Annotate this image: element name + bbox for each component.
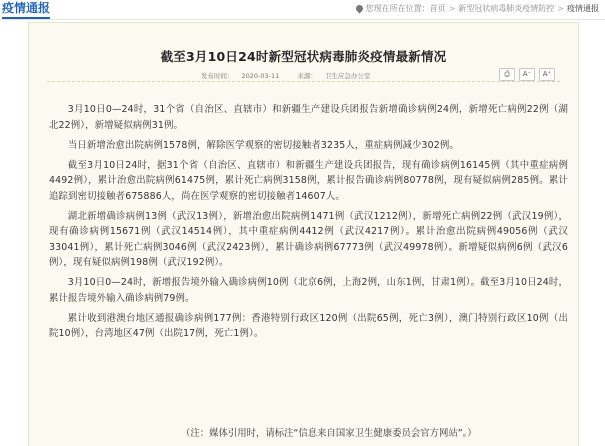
article-title: 截至3月10日24时新型冠状病毒肺炎疫情最新情况: [160, 49, 447, 64]
breadcrumb-home[interactable]: 首页: [429, 4, 446, 13]
paragraph: 累计收到港澳台地区通报确诊病例177例：香港特别行政区120例（出院65例，死亡3例），澳门特别行政区10例（出院10例），台湾地区47例（出院17例，死亡1例）。: [49, 312, 568, 339]
article-body: [49, 102, 568, 346]
breadcrumb-current[interactable]: 疫情通报: [567, 4, 599, 13]
location-pin-icon: [354, 4, 364, 14]
breadcrumb-prefix: 您现在所在位置：: [365, 4, 430, 13]
print-icon[interactable]: ⎙: [499, 68, 515, 81]
paragraph: 截至3月10日24时，据31个省（自治区、直辖市）和新疆生产建设兵团报告，现有确诊病例16145例（其中重症病例4492例），累计治愈出院病例61475例，累计死亡病例3158例，累计报告确诊病例80778例，现有疑似病例285例。累计追踪到密切接触者675886人，尚在医学观察的密切接触者14607人。: [49, 159, 568, 202]
breadcrumb: [356, 2, 599, 16]
top-bar: [0, 0, 605, 20]
paragraph: 当日新增治愈出院病例1578例，解除医学观察的密切接触者3235人，重症病例减少302例。: [67, 139, 459, 151]
font-smaller-button[interactable]: A⁻: [519, 68, 535, 81]
article-meta: [201, 71, 386, 80]
paragraph: 3月10日0—24时，31个省（自治区、直辖市）和新疆生产建设兵团报告新增确诊病例24例，新增死亡病例22例（湖北22例），新增疑似病例31例。: [49, 104, 568, 131]
paragraph: 3月10日0—24时，新增报告境外输入确诊病例10例（北京6例，上海2例，山东1例，甘肃1例）。截至3月10日24时，累计报告境外输入确诊病例79例。: [49, 277, 568, 304]
article-panel: [28, 22, 579, 446]
section-title: 疫情通报: [2, 1, 50, 19]
publish-time: 2020-03-11: [241, 72, 280, 80]
breadcrumb-separator: >: [557, 4, 564, 13]
article-tools: [499, 68, 555, 81]
title-divider: [47, 81, 560, 82]
media-citation-note: （注：媒体引用时，请标注“信息来自国家卫生健康委员会官方网站”。）: [181, 428, 477, 439]
source: 卫生应急办公室: [324, 72, 371, 80]
source-label: 来源：: [297, 72, 317, 80]
breadcrumb-separator: >: [448, 4, 456, 13]
font-larger-button[interactable]: A⁺: [539, 68, 555, 81]
publish-time-label: 发布时间：: [201, 72, 234, 80]
breadcrumb-covid[interactable]: 新型冠状病毒肺炎疫情防控: [458, 4, 555, 13]
paragraph: 湖北新增确诊病例13例（武汉13例），新增治愈出院病例1471例（武汉1212例），新增死亡病例22例（武汉19例），现有确诊病例15671例（武汉14514例），其中重症病例4412例（武汉4217例）。累计治愈出院病例49056例（武汉33041例），累计死亡病例3046例（武汉2423例），累计确诊病例67773例（武汉49978例）。新增疑似病例6例（武汉6例），现有疑似病例198例（武汉192例）。: [49, 210, 569, 268]
